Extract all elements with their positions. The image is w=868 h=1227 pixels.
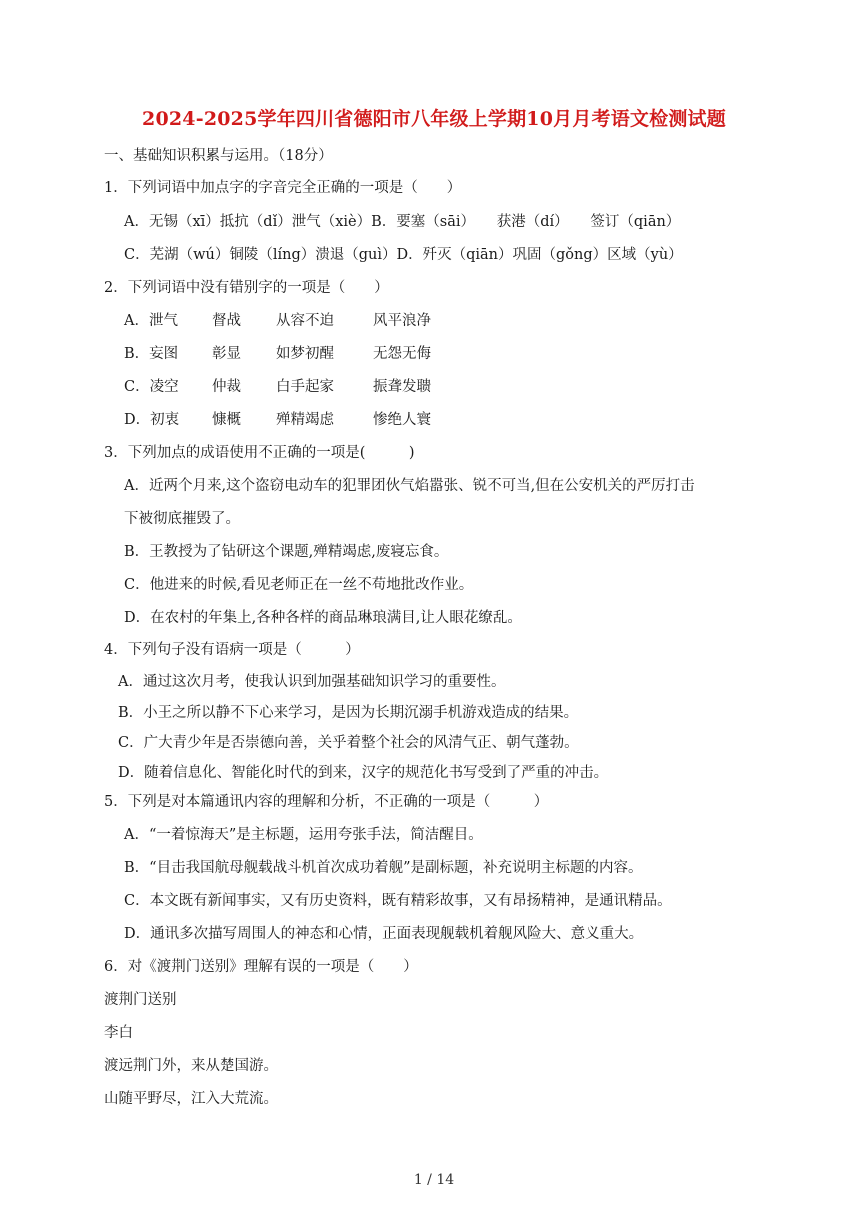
question-5-option-a: A．“一着惊海天”是主标题，运用夸张手法，简洁醒目。: [124, 827, 483, 843]
option-word: 无怨无侮: [373, 346, 431, 362]
question-3-option-a: A．近两个月来,这个盗窃电动车的犯罪团伙气焰嚣张、锐不可当,但在公安机关的严厉打击: [124, 478, 695, 494]
option-word: A．泄气: [124, 313, 178, 329]
page-number: 1 / 14: [413, 1172, 455, 1188]
question-6-stem: 6．对《渡荆门送别》理解有误的一项是（ ）: [104, 959, 418, 975]
question-5-stem: 5．下列是对本篇通讯内容的理解和分析，不正确的一项是（ ）: [104, 794, 549, 810]
option-word: 振聋发聩: [373, 379, 431, 395]
option-word: 彰显: [212, 346, 241, 362]
question-3-option-c: C．他进来的时候,看见老师正在一丝不苟地批改作业。: [124, 577, 474, 593]
question-5-option-c: C．本文既有新闻事实，又有历史资料，既有精彩故事，又有昂扬精神，是通讯精品。: [124, 893, 672, 909]
option-word: C．凌空: [124, 379, 179, 395]
question-2-option-b: [124, 344, 431, 364]
poem-author: 李白: [104, 1025, 133, 1041]
option-word: B．妄图: [124, 346, 179, 362]
question-2-option-c: [124, 377, 431, 397]
question-3-option-b: B．王教授为了钻研这个课题,殚精竭虑,废寝忘食。: [124, 544, 449, 560]
option-word: D．初衷: [124, 412, 180, 428]
question-3-stem: 3．下列加点的成语使用不正确的一项是( ): [104, 445, 415, 461]
option-word: 风平浪净: [373, 313, 431, 329]
question-5-option-d: D．通讯多次描写周围人的神态和心情，正面表现舰载机着舰风险大、意义重大。: [124, 926, 644, 942]
poem-title: 渡荆门送别: [104, 992, 177, 1008]
page-title: 2024-2025学年四川省德阳市八年级上学期10月月考语文检测试题: [142, 108, 726, 130]
question-5-option-b: B．“目击我国航母舰载战斗机首次成功着舰”是副标题，补充说明主标题的内容。: [124, 860, 643, 876]
question-4-option-a: A．通过这次月考，使我认识到加强基础知识学习的重要性。: [118, 674, 506, 690]
poem-line: 山随平野尽，江入大荒流。: [104, 1091, 278, 1107]
option-word: 殚精竭虑: [276, 412, 334, 428]
option-word: 慷概: [212, 412, 241, 428]
question-4-option-c: C．广大青少年是否崇德向善，关乎着整个社会的风清气正、朝气蓬勃。: [118, 735, 579, 751]
question-3-option-d: D．在农村的年集上,各种各样的商品琳琅满目,让人眼花缭乱。: [124, 610, 522, 626]
question-2-option-d: [124, 410, 431, 430]
section-heading: 一、基础知识积累与运用。（18分）: [104, 148, 333, 164]
option-word: 从容不迫: [276, 313, 334, 329]
question-1-options-cd: C．芜湖（wú）铜陵（líng）溃退（guì）D．歼灭（qiān）巩固（gǒng）区域（yù）: [124, 247, 683, 263]
question-1-options-ab: A．无锡（xī）抵抗（dǐ）泄气（xiè）B．要塞（sāi） 获港（dí） 签订（qiān）: [124, 214, 681, 230]
option-word: 惨绝人寰: [373, 412, 431, 428]
question-1-stem: 1．下列词语中加点字的字音完全正确的一项是（ ）: [104, 180, 462, 196]
question-2-stem: 2．下列词语中没有错别字的一项是（ ）: [104, 280, 389, 296]
option-word: 白手起家: [276, 379, 334, 395]
option-word: 督战: [212, 313, 241, 329]
question-4-stem: 4．下列句子没有语病一项是（ ）: [104, 642, 360, 658]
option-word: 如梦初醒: [276, 346, 334, 362]
question-4-option-b: B．小王之所以静不下心来学习，是因为长期沉溺手机游戏造成的结果。: [118, 705, 579, 721]
question-3-option-a-cont: 下被彻底摧毁了。: [124, 511, 240, 527]
question-4-option-d: D．随着信息化、智能化时代的到来，汉字的规范化书写受到了严重的冲击。: [118, 765, 609, 781]
poem-line: 渡远荆门外，来从楚国游。: [104, 1058, 278, 1074]
option-word: 仲裁: [212, 379, 241, 395]
question-2-option-a: [124, 311, 431, 331]
